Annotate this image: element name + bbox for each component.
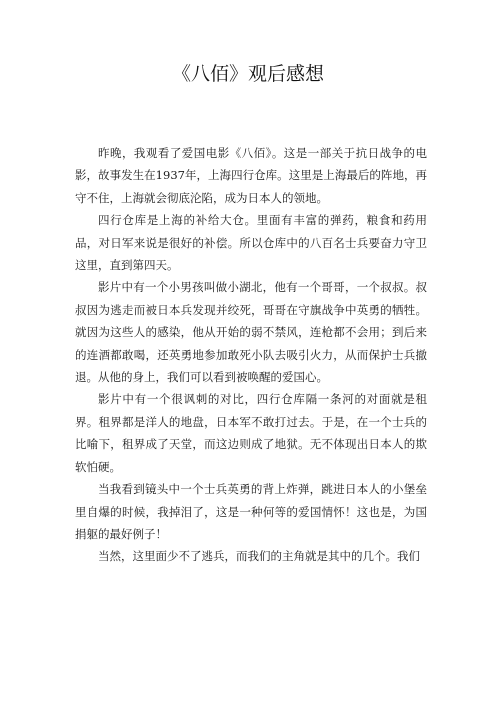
- document-body: [75, 142, 427, 568]
- document-title: 《八佰》观后感想: [171, 63, 324, 85]
- paragraph: 当然，这里面少不了逃兵，而我们的主角就是其中的几个。我们: [98, 549, 420, 564]
- paragraph: 当我看到镜头中一个士兵英勇的背上炸弹，跳进日本人的小堡垒里自爆的时候，我掉泪了，这是一种何等的爱国情怀！这也是，为国捐躯的最好例子！: [75, 482, 427, 541]
- paragraph: 昨晚，我观看了爱国电影《八佰》。这是一部关于抗日战争的电影，故事发生在1937年，上海四行仓库。这里是上海最后的阵地，再守不住，上海就会彻底沦陷，成为日本人的领地。: [75, 146, 427, 205]
- paragraph: 影片中有一个小男孩叫做小湖北，他有一个哥哥，一个叔叔。叔叔因为逃走而被日本兵发现并绞死，哥哥在守旗战争中英勇的牺牲。就因为这些人的感染，他从开始的弱不禁风，连枪都不会用；到后来的连酒都敢喝，还英勇地参加敢死小队去吸引火力，从而保护士兵撤退。从他的身上，我们可以看到被唤醒的爱国心。: [75, 280, 427, 385]
- paragraph: 四行仓库是上海的补给大仓。里面有丰富的弹药，粮食和药用品，对日军来说是很好的补偿。所以仓库中的八百名士兵要奋力守卫这里，直到第四天。: [75, 213, 427, 273]
- paragraph: 影片中有一个很讽刺的对比，四行仓库隔一条河的对面就是租界。租界都是洋人的地盘，日本军不敢打过去。于是，在一个士兵的比喻下，租界成了天堂，而这边则成了地狱。无不体现出日本人的欺软怕硬。: [75, 392, 427, 474]
